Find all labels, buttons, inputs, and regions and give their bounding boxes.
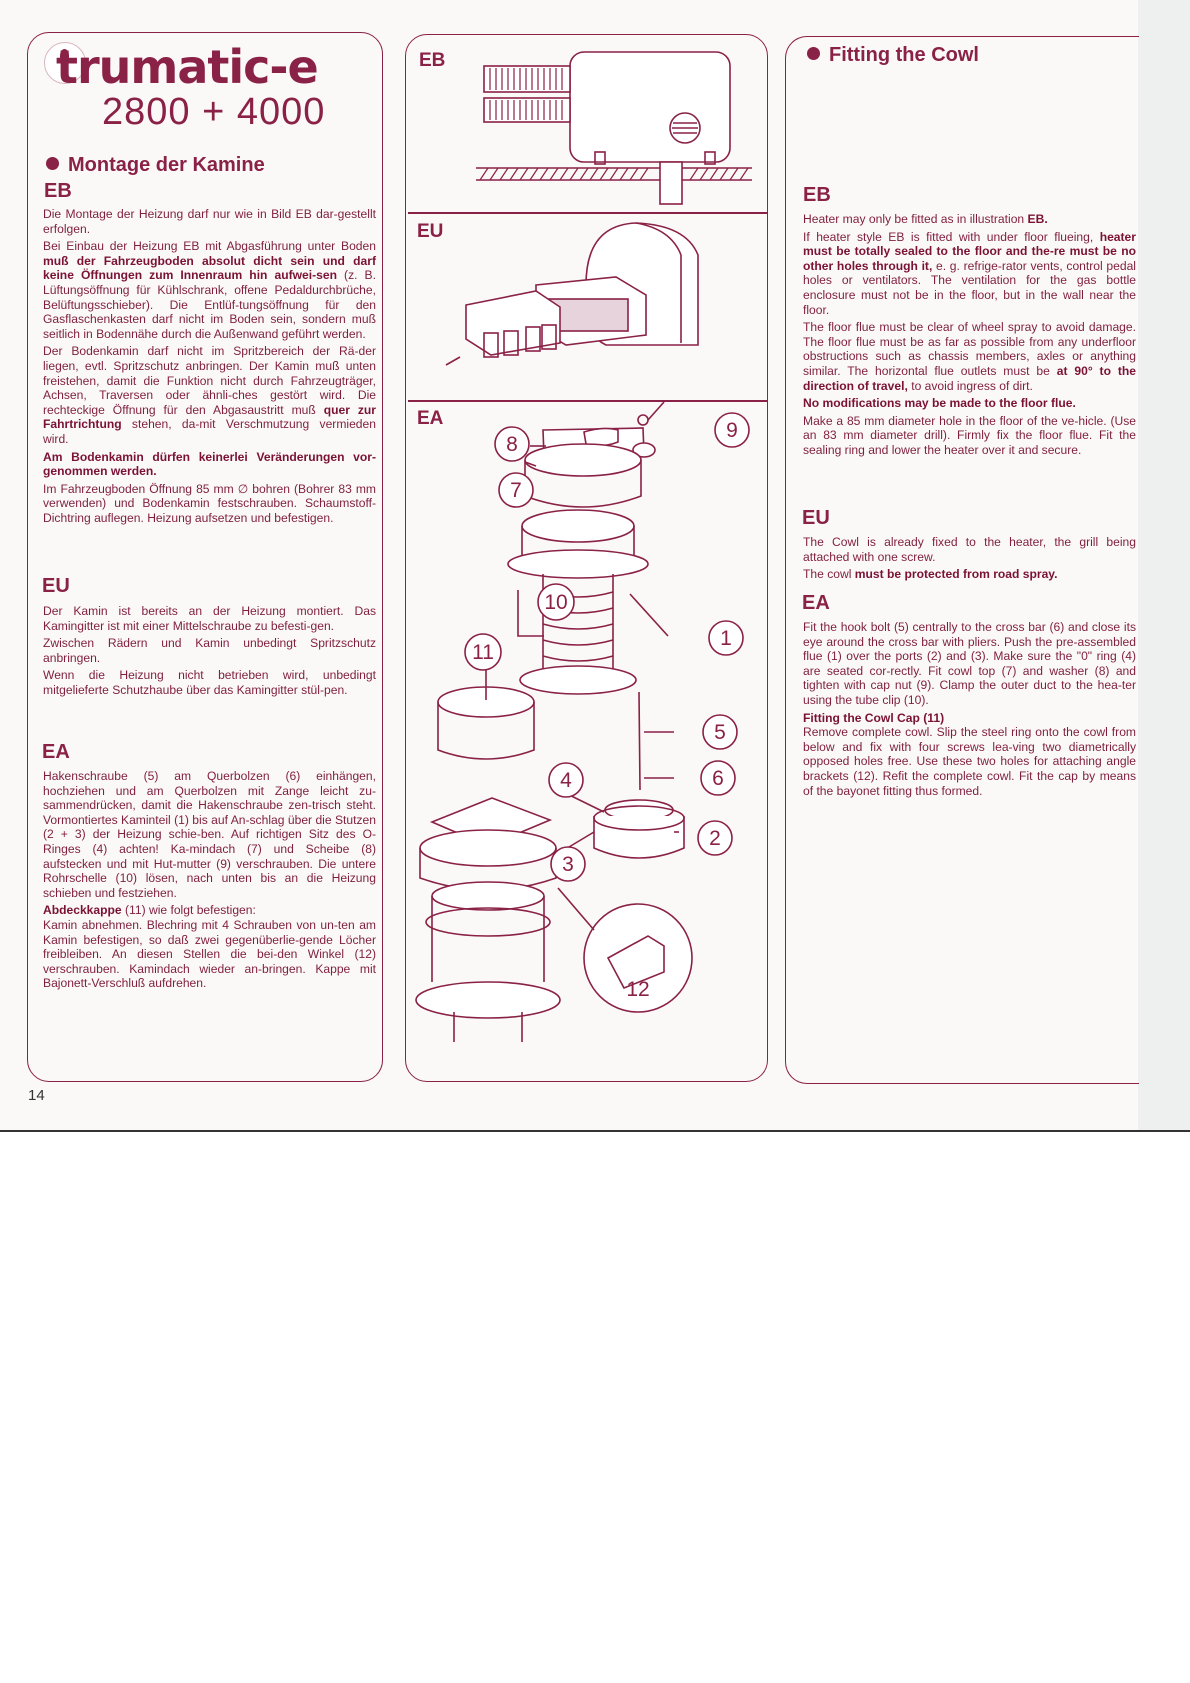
english-eb-p1a: Heater may only be fitted as in illustration (803, 212, 1028, 226)
english-eb-p2a: If heater style EB is fitted with under floor flueing, (803, 229, 1100, 244)
svg-text:6: 6 (712, 767, 724, 790)
callout-7 (499, 473, 533, 507)
svg-text:9: 9 (726, 419, 738, 442)
ea-exploded-view-illustration (408, 402, 766, 1078)
english-eu-text (803, 535, 1136, 585)
eb-heater-illustration (460, 44, 760, 208)
english-eb-label: EB (803, 184, 831, 206)
german-eb-p1: Die Montage der Heizung darf nur wie in Bild EB dar-gestellt erfolgen. (43, 207, 376, 236)
german-eb-label: EB (44, 180, 72, 202)
page-number: 14 (28, 1087, 45, 1104)
svg-text:4: 4 (560, 769, 572, 792)
scan-edge (0, 1130, 1190, 1142)
english-eb-p3 (803, 320, 1136, 393)
german-ea-text (43, 769, 376, 994)
english-ea-p2 (803, 711, 1136, 799)
callout-9 (715, 413, 749, 447)
svg-text:11: 11 (472, 641, 494, 664)
german-eu-p1: Der Kamin ist bereits an der Heizung montiert. Das Kamingitter ist mit einer Mittelschraube zu befesti-gen. (43, 604, 376, 633)
english-eu-label: EU (802, 507, 830, 529)
english-eu-p2a: The cowl (803, 567, 855, 582)
english-eb-p2 (803, 230, 1136, 318)
english-eb-p2c: e. g. refrige-rator vents, control pedal holes or ventilators. The ventilation for the gas bottle enclosure must not be in the floor, but in the wall near the floor. (803, 258, 1136, 317)
german-heading-text: Montage der Kamine (68, 154, 265, 176)
english-eu-p2b: must be protected from road spray. (854, 567, 1058, 582)
svg-text:7: 7 (510, 479, 522, 502)
english-ea-text (803, 620, 1136, 801)
german-eb-p3b: quer zur Fahrtrichtung (43, 402, 376, 432)
english-eb-p5: Make a 85 mm diameter hole in the floor of the ve-hicle. (Use an 83 mm diameter drill). Firmly fix the floor flue. Fit the sealing ring and lower the heater over it and secure. (803, 413, 1136, 457)
illustration-eu-label: EU (417, 221, 444, 242)
german-eb-p2 (43, 239, 376, 341)
svg-text:1: 1 (720, 627, 732, 650)
bullet-icon (46, 157, 59, 170)
german-eu-text (43, 604, 376, 701)
german-eu-p2: Zwischen Rädern und Kamin unbedingt Spritzschutz anbringen. (43, 636, 376, 665)
german-eb-text (43, 207, 376, 528)
english-eb-p1 (803, 212, 1136, 227)
german-ea-label: EA (42, 741, 70, 763)
english-ea-label: EA (802, 592, 830, 614)
illustration-eb-label: EB (419, 50, 446, 71)
svg-text:2: 2 (709, 827, 721, 850)
eu-cowl-illustration (436, 215, 736, 395)
english-eb-p2b: heater must be totally sealed to the floor and the-re must be no other holes through it, (803, 229, 1136, 273)
german-ea-p2a: Abdeckkappe (43, 903, 122, 918)
callout-5 (703, 715, 737, 749)
german-heading (46, 154, 265, 177)
german-eu-label: EU (42, 575, 70, 597)
english-eb-text (803, 212, 1136, 461)
english-ea-p2a: Fitting the Cowl Cap (11) (803, 710, 945, 725)
english-ea-p1: Fit the hook bolt (5) centrally to the cross bar (6) and close its eye around the cross bar with pliers. Push the pre-assembled flue (1) over the ports (2) and (3). Make sure the "0" ring (4) are seated cor-rectly. Fit cowl top (7) and washer (8) and tighten with cap nut (9). Clamp the outer duct to the hea-ter using the tube clip (10). (803, 620, 1136, 707)
bullet-icon (807, 47, 820, 60)
callout-3 (551, 847, 585, 881)
english-eb-p4: No modifications may be made to the floor flue. (803, 396, 1076, 411)
model-number: 2800 + 4000 (102, 91, 326, 133)
callout-11 (465, 634, 501, 670)
english-eb-p3c: to avoid ingress of dirt. (907, 378, 1033, 393)
german-eu-p3: Wenn die Heizung nicht betrieben wird, unbedingt mitgelieferte Schutzhaube über das Kamingitter stül-pen. (43, 668, 376, 697)
german-eb-p3c: stehen, da-mit Verschmutzung vermieden wird. (43, 417, 376, 446)
english-heading (807, 44, 979, 67)
german-ea-p1: Hakenschraube (5) am Querbolzen (6) einhängen, hochziehen und am Querbolzen mit Zange leicht zu-sammendrücken, damit die Hakenschraube zen-trisch steht. Vormontiertes Kaminteil (1) bis auf An-schlag über die Stutzen (2 + 3) der Heizung schie-ben. Auf richtigen Sitz des O-Ringes (4) achten! Ka-mindach (7) und Scheibe (8) aufstecken und mit Hut-mutter (9) verschrauben. Die untere Rohrschelle (10) lösen, nach unten bis an die Heizung schieben und festziehen. (43, 769, 376, 900)
english-heading-text: Fitting the Cowl (829, 44, 979, 66)
german-eb-p2a: Bei Einbau der Heizung EB mit Abgasführung unter Boden (43, 239, 376, 254)
german-eb-p2b: muß der Fahrzeugboden absolut dicht sein und darf keine Öffnungen zum Innenraum hin aufwei-sen (43, 253, 376, 283)
german-eb-p2c: (z. B. Lüftungsöffnung für Kühlschrank, offene Pedaldurchbrüche, Belüftungsschieber). Die Entlüf-tungsöffnung für den Gasflaschenkasten darf nicht im Boden sein, sondern muß seitlich in Bodennähe durch die Außenwand geführt werden. (43, 268, 376, 341)
callout-1 (709, 621, 743, 655)
callout-4 (549, 763, 583, 797)
page-edge (1138, 0, 1190, 1130)
german-ea-p2c: Kamin abnehmen. Blechring mit 4 Schrauben von un-ten am Kamin befestigen, so daß zwei gegenüberlie-gende Löcher freibleiben. An diesen Stellen die bei-den Winkel (12) verschrauben. Kamindach wieder an-bringen. Kappe mit Bajonett-Verschluß aufdrehen. (43, 917, 376, 991)
svg-text:5: 5 (714, 721, 726, 744)
callout-8 (495, 427, 529, 461)
english-eu-p2 (803, 567, 1136, 582)
svg-text:10: 10 (544, 591, 568, 614)
divider-eb-eu (408, 212, 767, 214)
german-eb-p3a: Der Bodenkamin darf nicht im Spritzbereich der Rä-der liegen, evtl. Spritzschutz anbringen. Der Kamin muß unten freistehen, damit die Funktion nicht durch Fahrzeugträger, Achsen, Traversen oder ähnli-ches gestört wird. Die rechteckige Öffnung für den Abgasaustritt muß (43, 344, 376, 417)
brand-logo: trumatic-e (56, 40, 318, 94)
illustration-ea-label: EA (417, 408, 444, 429)
callout-10 (538, 584, 574, 620)
english-eb-p3b: at 90° to the direction of travel, (803, 363, 1136, 393)
german-ea-p2b: (11) wie folgt befestigen: (121, 903, 256, 918)
german-ea-p2 (43, 903, 376, 991)
callout-2 (698, 821, 732, 855)
callout-12: 12 (626, 978, 650, 1001)
callout-6 (701, 761, 735, 795)
english-eb-p1b: EB. (1027, 212, 1048, 226)
german-eb-p4: Am Bodenkamin dürfen keinerlei Veränderungen vor-genommen werden. (43, 449, 376, 479)
svg-text:3: 3 (562, 853, 574, 876)
english-eb-p3a: The floor flue must be clear of wheel spray to avoid damage. The floor flue must be as far as possible from any underfloor obstructions such as chassis members, axles or anything similar. The horizontal flue outlets must be (803, 320, 1136, 378)
svg-text:8: 8 (506, 433, 518, 456)
english-eu-p1: The Cowl is already fixed to the heater, the grill being attached with one screw. (803, 535, 1136, 564)
german-eb-p3 (43, 344, 376, 446)
english-ea-p2b: Remove complete cowl. Slip the steel ring onto the cowl from below and fix with four screws lea-ving two diametrically opposed holes free. Use these two holes for attaching angle brackets (12). Refit the complete cowl. Fit the cap by means of the bayonet fitting thus formed. (803, 725, 1136, 798)
german-eb-p5: Im Fahrzeugboden Öffnung 85 mm ∅ bohren (Bohrer 83 mm verwenden) und Bodenkamin festschrauben. Schaumstoff-Dichtring auflegen. Heizung aufsetzen und befestigen. (43, 481, 376, 525)
